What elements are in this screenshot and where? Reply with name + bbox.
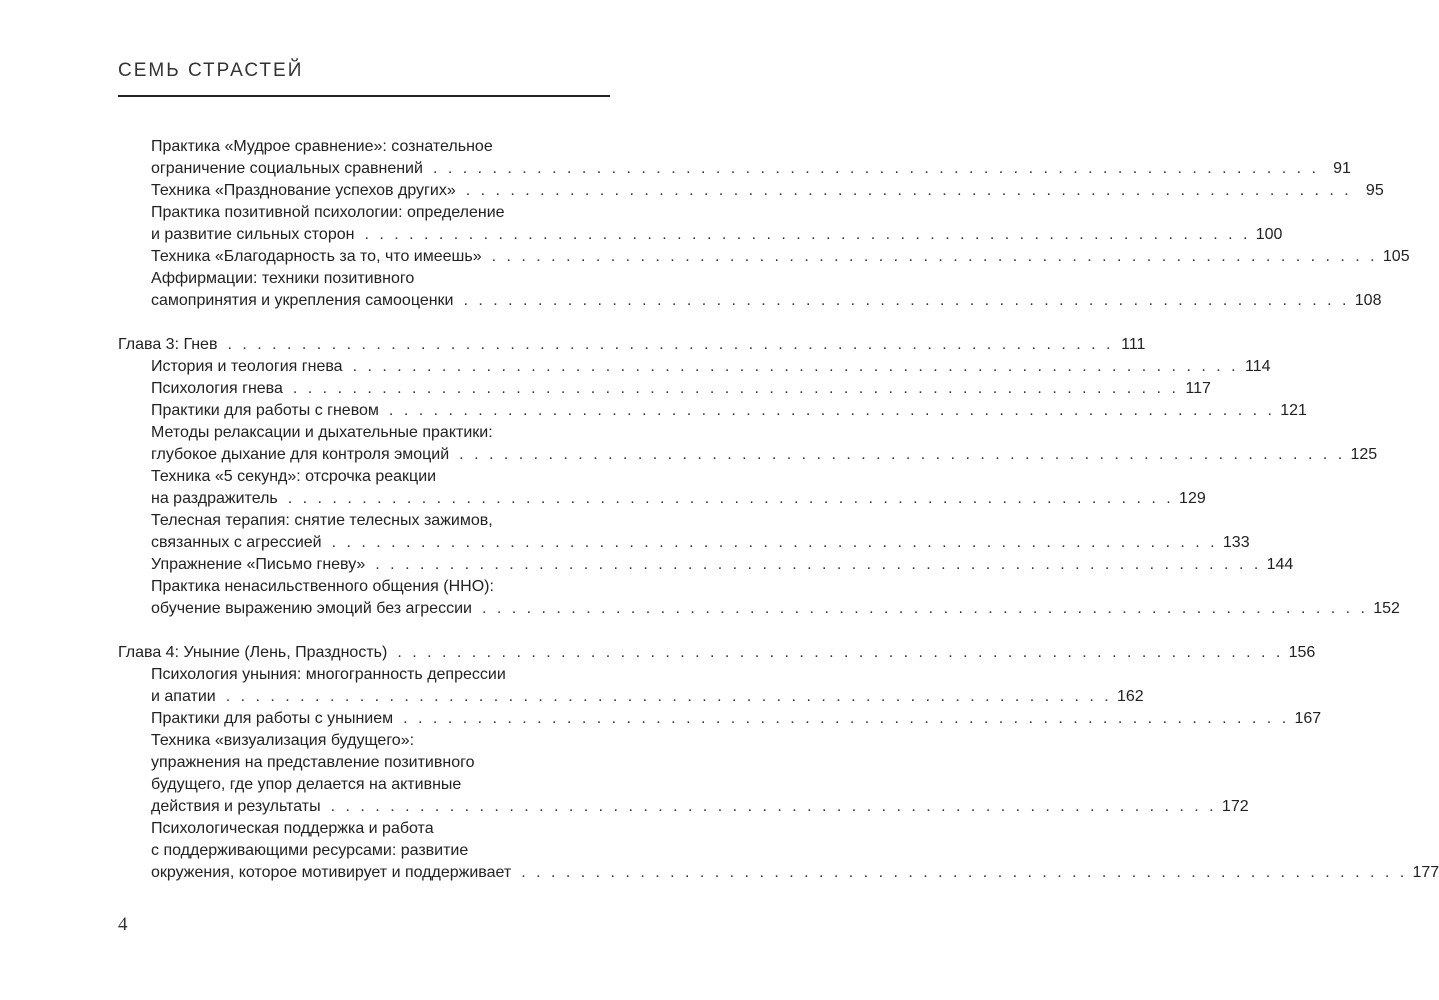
toc-entry-line: с поддерживающими ресурсами: развитие [151, 842, 469, 859]
dot-leader: . . . . . . . . . . . . . . . . . . . . . . . . . . . . . . . . . . . . . . . . . . . . . . . . . . . . . . . . . . . . [459, 446, 1346, 463]
dot-leader: . . . . . . . . . . . . . . . . . . . . . . . . . . . . . . . . . . . . . . . . . . . . . . . . . . . . . . . . . . . . [403, 710, 1290, 727]
toc-entry [118, 180, 1384, 202]
toc-entry-title: ограничение социальных сравнений [151, 160, 423, 177]
running-head: СЕМЬ СТРАСТЕЙ [118, 60, 304, 81]
toc-entry-title: глубокое дыхание для контроля эмоций [151, 446, 450, 463]
toc-entry [118, 202, 1283, 246]
dot-leader: . . . . . . . . . . . . . . . . . . . . . . . . . . . . . . . . . . . . . . . . . . . . . . . . . . . . . . . . . . . . [330, 798, 1217, 815]
dot-leader: . . . . . . . . . . . . . . . . . . . . . . . . . . . . . . . . . . . . . . . . . . . . . . . . . . . . . . . . . . . . [287, 490, 1174, 507]
toc-entry [118, 268, 1382, 312]
header-rule [118, 95, 610, 97]
dot-leader: . . . . . . . . . . . . . . . . . . . . . . . . . . . . . . . . . . . . . . . . . . . . . . . . . . . . . . . . . . . . [227, 336, 1114, 353]
toc-section-chapter-4 [118, 664, 1439, 884]
dot-leader: . . . . . . . . . . . . . . . . . . . . . . . . . . . . . . . . . . . . . . . . . . . . . . . . . . . . . . . . . . . . [521, 864, 1408, 881]
toc-entry-page: 121 [1280, 402, 1307, 419]
dot-leader: . . . . . . . . . . . . . . . . . . . . . . . . . . . . . . . . . . . . . . . . . . . . . . . . . . . . . . . . . . . . [292, 380, 1179, 397]
toc-entry-title: Практики для работы с гневом [151, 402, 379, 419]
toc-entry-page: 144 [1266, 556, 1294, 573]
toc-entry [118, 554, 1294, 576]
toc-entry [118, 356, 1271, 378]
toc-entry-page: 172 [1221, 798, 1249, 815]
toc-entry-page: 91 [1333, 160, 1351, 177]
toc-entry-page: 117 [1185, 380, 1211, 397]
toc-entry-title: Техника «Празднование успехов других» [151, 182, 456, 199]
chapter-page: 156 [1288, 644, 1316, 661]
toc-entry-page: 133 [1222, 534, 1250, 551]
dot-leader: . . . . . . . . . . . . . . . . . . . . . . . . . . . . . . . . . . . . . . . . . . . . . . . . . . . . . . . . . . . . [432, 160, 1319, 177]
toc-entry-page: 167 [1294, 710, 1322, 727]
toc-entry-title: на раздражитель [151, 490, 278, 507]
toc-entry-line: Психология уныния: многогранность депрессии [151, 666, 506, 683]
toc-entry-line: Практика ненасильственного общения (ННО): [151, 578, 494, 595]
toc-entry-title: Упражнение «Письмо гневу» [151, 556, 366, 573]
toc-entry-line: Методы релаксации и дыхательные практики: [151, 424, 493, 441]
dot-leader: . . . . . . . . . . . . . . . . . . . . . . . . . . . . . . . . . . . . . . . . . . . . . . . . . . . . . . . . . . . . [397, 644, 1284, 661]
toc-entry-page: 114 [1245, 358, 1271, 375]
toc-entry-line: Психологическая поддержка и работа [151, 820, 434, 837]
toc-entry-line: Практика позитивной психологии: определение [151, 204, 505, 221]
toc-entry-title: связанных с агрессией [151, 534, 322, 551]
toc-entry-page: 108 [1354, 292, 1382, 309]
toc-entry [118, 422, 1378, 466]
toc-entry-title: История и теология гнева [151, 358, 343, 375]
toc-entry [118, 510, 1250, 554]
chapter-title: Глава 4: Уныние (Лень, Праздность) [118, 644, 388, 661]
toc-entry-line: Практика «Мудрое сравнение»: сознательное [151, 138, 493, 155]
dot-leader: . . . . . . . . . . . . . . . . . . . . . . . . . . . . . . . . . . . . . . . . . . . . . . . . . . . . . . . . . . . . [388, 402, 1275, 419]
toc-entry-title: самопринятия и укрепления самооценки [151, 292, 454, 309]
toc-entry-page: 162 [1117, 688, 1144, 705]
toc-entry [118, 664, 1144, 708]
chapter-title: Глава 3: Гнев [118, 336, 218, 353]
toc-entry [118, 818, 1439, 884]
toc-entry-title: Практики для работы с унынием [151, 710, 394, 727]
page-number: 4 [118, 914, 128, 935]
toc-entry-line: Техника «5 секунд»: отсрочка реакции [151, 468, 437, 485]
toc-entry-title: действия и результаты [151, 798, 321, 815]
toc-entry [118, 246, 1410, 268]
toc-entry [118, 136, 1351, 180]
toc-entry [118, 466, 1206, 510]
dot-leader: . . . . . . . . . . . . . . . . . . . . . . . . . . . . . . . . . . . . . . . . . . . . . . . . . . . . . . . . . . . . [481, 600, 1368, 617]
table-of-contents [118, 136, 1439, 884]
toc-entry-line: Аффирмации: техники позитивного [151, 270, 415, 287]
toc-entry-page: 125 [1350, 446, 1378, 463]
toc-entry-title: обучение выражению эмоций без агрессии [151, 600, 472, 617]
toc-entry-page: 100 [1255, 226, 1283, 243]
toc-entry-page: 129 [1179, 490, 1206, 507]
toc-entry [118, 400, 1307, 422]
toc-entry-line: Телесная терапия: снятие телесных зажимов, [151, 512, 493, 529]
chapter-page: 111 [1121, 336, 1146, 353]
toc-entry-line: упражнения на представление позитивного [151, 754, 475, 771]
toc-entry-line: будущего, где упор делается на активные [151, 776, 462, 793]
toc-entry-title: Техника «Благодарность за то, что имеешь» [151, 248, 482, 265]
dot-leader: . . . . . . . . . . . . . . . . . . . . . . . . . . . . . . . . . . . . . . . . . . . . . . . . . . . . . . . . . . . . [465, 182, 1352, 199]
toc-entry [118, 730, 1249, 818]
toc-section-continued [118, 136, 1410, 312]
toc-entry-title: и развитие сильных сторон [151, 226, 355, 243]
dot-leader: . . . . . . . . . . . . . . . . . . . . . . . . . . . . . . . . . . . . . . . . . . . . . . . . . . . . . . . . . . . . [331, 534, 1218, 551]
toc-chapter-3 [118, 334, 1146, 356]
toc-entry [118, 378, 1211, 400]
dot-leader: . . . . . . . . . . . . . . . . . . . . . . . . . . . . . . . . . . . . . . . . . . . . . . . . . . . . . . . . . . . . [491, 248, 1378, 265]
toc-entry-title: Психология гнева [151, 380, 283, 397]
dot-leader: . . . . . . . . . . . . . . . . . . . . . . . . . . . . . . . . . . . . . . . . . . . . . . . . . . . . . . . . . . . . [375, 556, 1262, 573]
dot-leader: . . . . . . . . . . . . . . . . . . . . . . . . . . . . . . . . . . . . . . . . . . . . . . . . . . . . . . . . . . . . [364, 226, 1251, 243]
toc-entry-line: Техника «визуализация будущего»: [151, 732, 415, 749]
dot-leader: . . . . . . . . . . . . . . . . . . . . . . . . . . . . . . . . . . . . . . . . . . . . . . . . . . . . . . . . . . . . [225, 688, 1112, 705]
toc-entry-page: 152 [1373, 600, 1400, 617]
toc-entry-page: 105 [1382, 248, 1410, 265]
toc-entry [118, 708, 1322, 730]
dot-leader: . . . . . . . . . . . . . . . . . . . . . . . . . . . . . . . . . . . . . . . . . . . . . . . . . . . . . . . . . . . . [352, 358, 1239, 375]
toc-entry-page: 95 [1365, 182, 1384, 199]
toc-chapter-4 [118, 642, 1316, 664]
toc-section-chapter-3 [118, 356, 1400, 620]
dot-leader: . . . . . . . . . . . . . . . . . . . . . . . . . . . . . . . . . . . . . . . . . . . . . . . . . . . . . . . . . . . . [463, 292, 1350, 309]
toc-entry-title: окружения, которое мотивирует и поддерживает [151, 864, 512, 881]
toc-entry [118, 576, 1400, 620]
toc-entry-page: 177 [1412, 864, 1439, 881]
toc-entry-title: и апатии [151, 688, 216, 705]
